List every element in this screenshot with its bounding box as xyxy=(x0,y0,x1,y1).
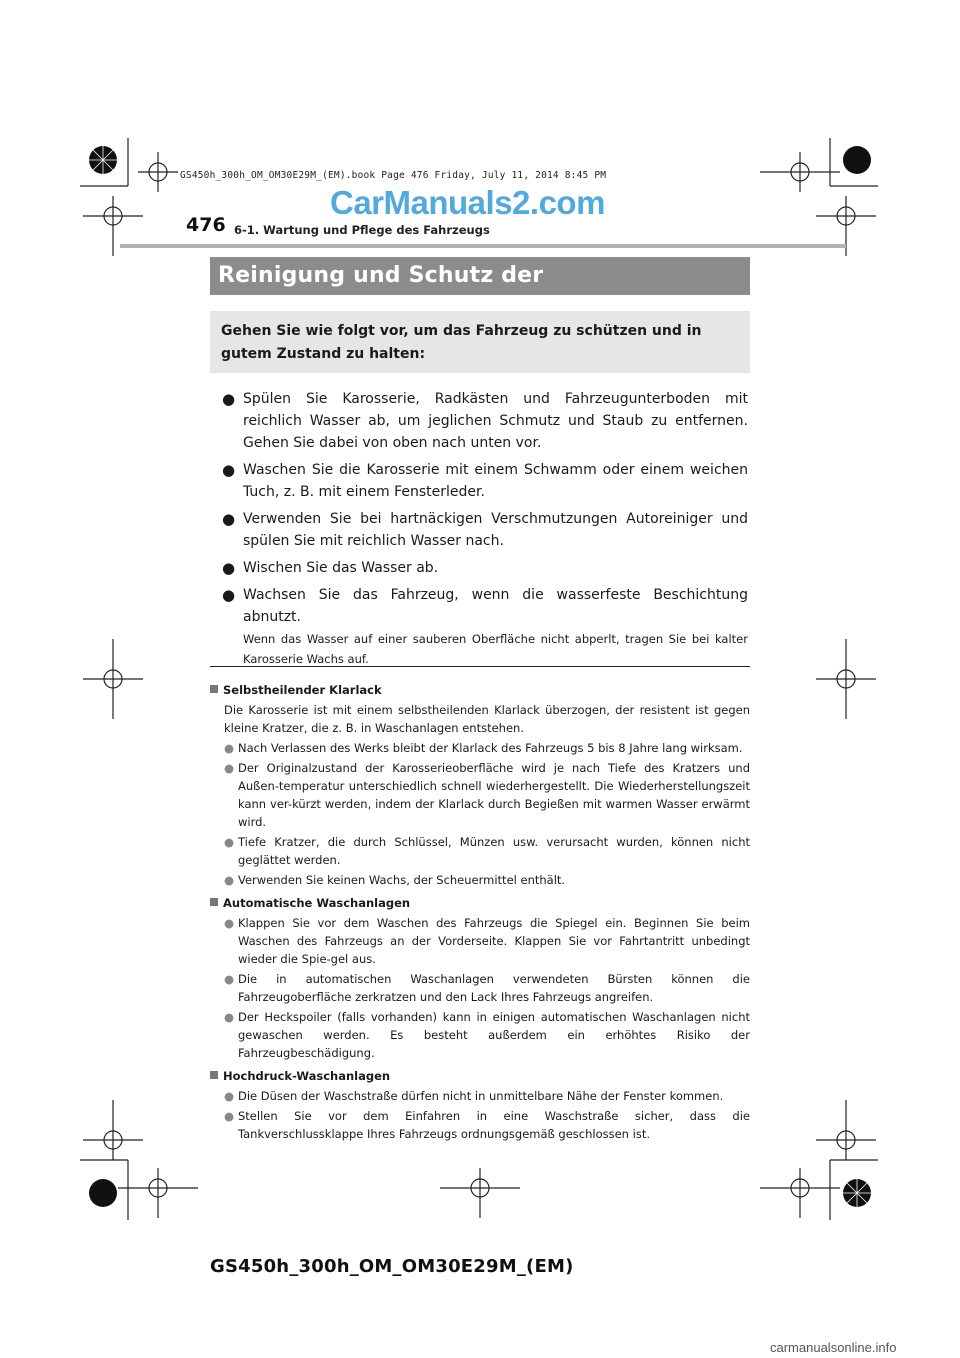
list-item: ● Verwenden Sie keinen Wachs, der Scheuermittel enthält. xyxy=(224,873,566,887)
bullet-note: Wenn das Wasser auf einer sauberen Oberfläche nicht abperlt, tragen Sie bei kalter Karosserie Wachs auf. xyxy=(243,632,748,666)
bullet-icon: ● xyxy=(224,916,235,930)
list-item: ● Waschen Sie die Karosserie mit einem Schwamm oder einem weichen Tuch, z. B. mit einem Fensterleder. xyxy=(222,461,748,500)
list-item: ● Wachsen Sie das Fahrzeug, wenn die wasserfeste Beschichtung abnutzt. xyxy=(222,586,748,625)
list-item: ● Wischen Sie das Wasser ab. xyxy=(222,559,439,577)
footer-site-link[interactable]: carmanualsonline.info xyxy=(770,1340,897,1355)
page-number: 476 xyxy=(186,214,226,236)
info-heading: Automatische Waschanlagen xyxy=(210,894,750,912)
square-icon xyxy=(210,898,218,906)
bullet-icon: ● xyxy=(224,972,235,986)
info-heading: Selbstheilender Klarlack xyxy=(210,681,750,699)
list-item: ● Die in automatischen Waschanlagen verwendeten Bürsten können die Fahrzeugoberfläche zerkratzen und den Lack Ihres Fahrzeugs angreifen. xyxy=(224,972,750,1004)
bullet-icon: ● xyxy=(222,510,236,528)
info-divider xyxy=(210,666,750,667)
info-heading: Hochdruck-Waschanlagen xyxy=(210,1067,750,1085)
header-rule xyxy=(120,244,846,248)
list-item: ● Nach Verlassen des Werks bleibt der Klarlack des Fahrzeugs 5 bis 8 Jahre lang wirksam. xyxy=(224,741,743,755)
watermark: CarManuals2.com xyxy=(330,184,605,221)
bullet-icon: ● xyxy=(224,1109,235,1123)
list-item: ● Der Heckspoiler (falls vorhanden) kann in einigen automatischen Waschanlagen nicht gewaschen werden. Es besteht außerdem ein erhöhtes Risiko der Fahrzeugbeschädigung. xyxy=(224,1010,750,1060)
list-item: ● Der Originalzustand der Karosserieoberfläche wird je nach Tiefe des Kratzers und Außen-temperatur unterschiedlich schnell wiederhergestellt. Die Wiederherstellungszeit kann ver-kürzt werden, indem der Klarlack durch Begießen mit warmen Wasser erwärmt wird. xyxy=(224,761,750,829)
list-item: ● Verwenden Sie bei hartnäckigen Verschmutzungen Autoreiniger und spülen Sie mit reichlich Wasser nach. xyxy=(222,510,748,549)
page-title: Reinigung und Schutz der xyxy=(210,257,750,295)
list-item: ● Spülen Sie Karosserie, Radkästen und Fahrzeugunterboden mit reichlich Wasser ab, um jeglichen Schmutz und Staub zu entfernen. Gehen Sie dabei von oben nach unten vor. xyxy=(222,390,748,451)
bullet-icon: ● xyxy=(222,390,236,408)
list-item: ● Klappen Sie vor dem Waschen des Fahrzeugs die Spiegel ein. Beginnen Sie beim Waschen des Fahrzeugs an der Vorderseite. Klappen Sie vor Fahrtantritt unbedingt wieder die Spie-gel aus. xyxy=(224,916,750,966)
info-paragraph: Die Karosserie ist mit einem selbstheilenden Klarlack überzogen, der resistent ist gegen kleine Kratzer, die z. B. in Waschanlagen entstehen. xyxy=(224,703,750,735)
bullet-icon: ● xyxy=(224,741,235,755)
info-section xyxy=(210,677,750,1143)
intro-box xyxy=(210,311,750,373)
bullet-icon: ● xyxy=(222,559,236,577)
list-item: ● Tiefe Kratzer, die durch Schlüssel, Münzen usw. verursacht wurden, können nicht geglättet werden. xyxy=(224,835,750,867)
bullet-icon: ● xyxy=(224,835,235,849)
intro-text: Gehen Sie wie folgt vor, um das Fahrzeug zu schützen und in gutem Zustand zu halten: xyxy=(221,323,702,362)
bullet-icon: ● xyxy=(224,873,235,887)
bullet-icon: ● xyxy=(222,586,236,604)
section-label: 6-1. Wartung und Pflege des Fahrzeugs xyxy=(234,223,490,237)
footer-model: GS450h_300h_OM_OM30E29M_(EM) xyxy=(210,1256,574,1277)
list-item: ● Stellen Sie vor dem Einfahren in eine Waschstraße sicher, dass die Tankverschlussklappe Ihres Fahrzeugs ordnungsgemäß geschlossen ist. xyxy=(224,1109,750,1141)
square-icon xyxy=(210,685,218,693)
bullet-list xyxy=(222,388,748,669)
bullet-icon: ● xyxy=(224,1010,235,1024)
print-info: GS450h_300h_OM_OM30E29M_(EM).book Page 476 Friday, July 11, 2014 8:45 PM xyxy=(180,170,607,181)
bullet-icon: ● xyxy=(224,1089,235,1103)
bullet-icon: ● xyxy=(224,761,235,775)
square-icon xyxy=(210,1071,218,1079)
list-item: ● Die Düsen der Waschstraße dürfen nicht in unmittelbare Nähe der Fenster kommen. xyxy=(224,1089,724,1103)
bullet-icon: ● xyxy=(222,461,236,479)
